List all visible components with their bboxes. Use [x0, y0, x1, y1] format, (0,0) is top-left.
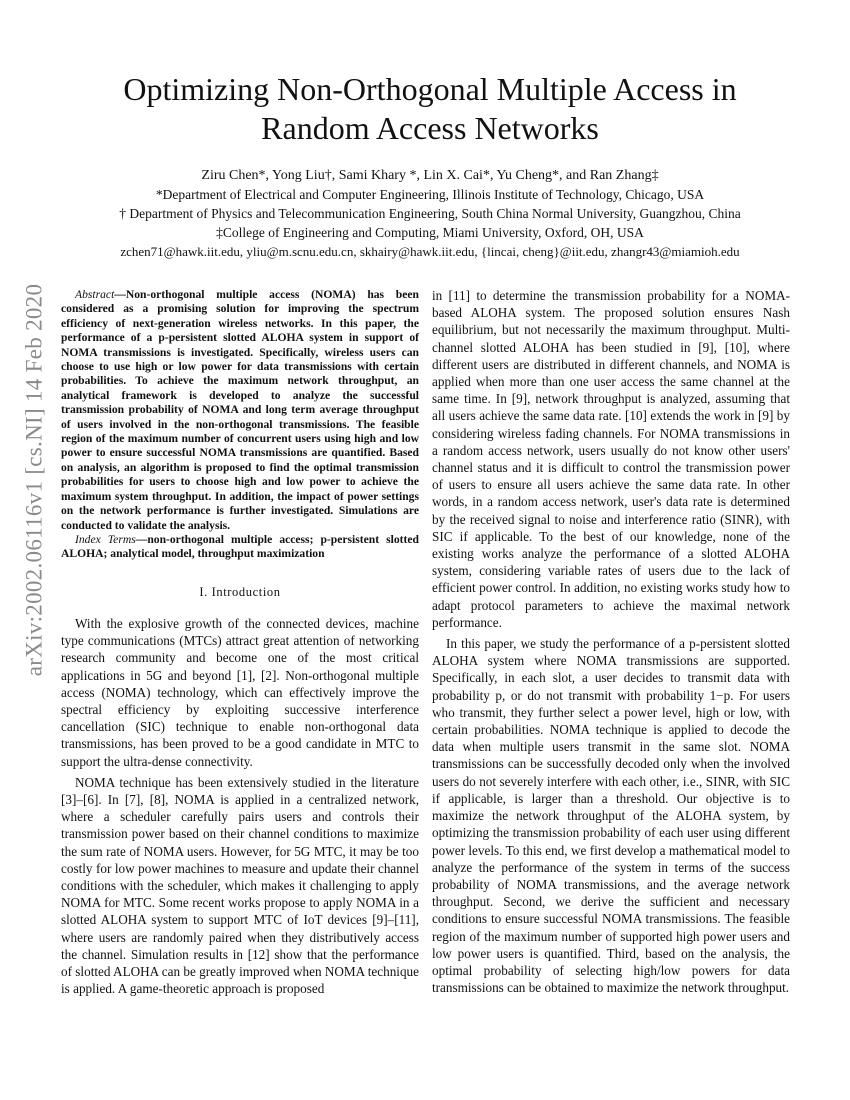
- index-terms: [61, 533, 419, 562]
- arxiv-identifier-text: arXiv:2002.06116v1 [cs.NI] 14 Feb 2020: [21, 283, 46, 677]
- right-column: [432, 287, 790, 996]
- intro-paragraph-2: NOMA technique has been extensively studied in the literature [3]–[6]. In [7], [8], NOMA is applied in a centralized network, where a scheduler carefully pairs users and controls their transmission power based on their channel conditions to maximize the sum rate of NOMA users. However, for 5G MTC, it may be too costly for low power machines to measure and update their channel conditions with the scheduler, which makes it challenging to apply NOMA for MTC. Some recent works propose to apply NOMA in a slotted ALOHA system to support MTC of IoT devices [9]–[11], where users are randomly paired when they distributively access the channel. Simulation results in [12] show that the performance of slotted ALOHA can be greatly improved when NOMA technique is applied. A game-theoretic approach is proposed: [61, 774, 419, 997]
- paper-title: [60, 70, 800, 148]
- index-terms-text: —non-orthogonal multiple access; p-persistent slotted ALOHA; analytical model, throughput maximization: [61, 532, 419, 561]
- affiliation-3: ‡College of Engineering and Computing, Miami University, Oxford, OH, USA: [216, 225, 644, 240]
- title-line-1: Optimizing Non-Orthogonal Multiple Access in: [123, 71, 737, 107]
- abstract-label: Abstract: [75, 288, 115, 301]
- abstract: [61, 288, 419, 533]
- index-terms-label: Index Terms: [75, 532, 136, 546]
- abstract-text: —Non-orthogonal multiple access (NOMA) has been considered as a promising solution for improving the spectrum efficiency of next-generation wireless networks. In this paper, the performance of a p-persistent slotted ALOHA system in support of NOMA transmissions is investigated. Specifically, wireless users can choose to use high or low power for data transmissions with certain probabilities. To achieve the maximum network throughput, an analytical framework is developed to analyze the successful transmission probability of NOMA and long term average throughput of users involved in the non-orthogonal transmissions. The feasible region of the maximum number of concurrent users using high and low power to ensure successful NOMA transmissions are quantified. Based on analysis, an algorithm is proposed to find the optimal transmission probabilities for users to choose high and low power to achieve the maximum system throughput. In addition, the impact of power settings on the network performance is further investigated. Simulations are conducted to validate the analysis.: [61, 288, 419, 532]
- left-column: [61, 288, 419, 997]
- author-block: [60, 166, 800, 261]
- affiliation-2: † Department of Physics and Telecommunication Engineering, South China Normal University, Guangzhou, China: [119, 206, 741, 221]
- right-paragraph-2: In this paper, we study the performance of a p-persistent slotted ALOHA system where NOMA transmissions are supported. Specifically, in each slot, a user decides to transmit data with probability p, or do not transmit with probability 1−p. For users who transmit, they further select a power level, high or low, with certain probabilities. NOMA technique is applied to decode the data when multiple users transmit in the same slot. NOMA transmissions can be successfully decoded only when the involved users do not severely interfere with each other, i.e., SINR, with SIC if applicable, is larger than a threshold. Our objective is to maximize the network throughput of the ALOHA system, by optimizing the transmission probability of each user using different power levels. To this end, we first develop a mathematical model to analyze the performance of the system in terms of the success probability of NOMA transmissions, and the average network throughput. Second, we derive the sufficient and necessary conditions to ensure successful NOMA transmissions. The feasible region of the maximum number of supported high power users and low power users is quantified. Third, based on the analysis, the optimal probability of selecting high/low powers for data transmissions can be obtained to maximize the network throughput.: [432, 636, 790, 996]
- author-emails: zchen71@hawk.iit.edu, yliu@m.scnu.edu.cn, skhairy@hawk.iit.edu, {lincai, cheng}@iit.edu, zhangr43@miamioh.edu: [120, 244, 740, 259]
- affiliation-1: *Department of Electrical and Computer Engineering, Illinois Institute of Technology, Chicago, USA: [155, 187, 705, 202]
- right-paragraph-1: in [11] to determine the transmission probability for a NOMA-based ALOHA system. The proposed solution ensures Nash equilibrium, but not necessarily the maximum throughput. Multi-channel slotted ALOHA has been studied in [9], [10], where different users are distributed in different channels, and NOMA is applied when more than one user access the same channel at the same time. In [9], network throughput is analyzed, assuming that all users achieve the same data rate. [10] extends the work in [9] by considering wireless fading channels. For NOMA transmissions in a random access network, users usually do not know other users' channel status and it is difficult to control the transmission power of users to ensure all users achieve the same data rate. In other words, in a random access network, user's data rate is determined by the received signal to noise and interference ratio (SINR), with SIC if applicable. To the best of our knowledge, none of the existing works analyze the performance of a slotted ALOHA system, considering variable rates of users due to the lack of efficient power control. In addition, no existing works study how to adapt protocol parameters to achieve the maximal network performance.: [432, 288, 790, 630]
- author-names: Ziru Chen*, Yong Liu†, Sami Khary *, Lin X. Cai*, Yu Cheng*, and Ran Zhang‡: [201, 168, 659, 183]
- intro-paragraph-1: With the explosive growth of the connected devices, machine type communications (MTCs) attract great attention of networking research community and become one of the most critical applications in 5G and beyond [1], [2]. Non-orthogonal multiple access (NOMA) technology, which can effectively improve the spectral efficiency by exploiting successive interference cancellation (SIC) technique to enable non-orthogonal data transmissions, has been proved to be a good candidate in MTC to support the ultra-dense connectivity.: [61, 615, 419, 769]
- title-line-2: Random Access Networks: [261, 110, 599, 146]
- arxiv-identifier: [12, 270, 56, 690]
- section-heading-introduction: I. Introduction: [199, 584, 281, 599]
